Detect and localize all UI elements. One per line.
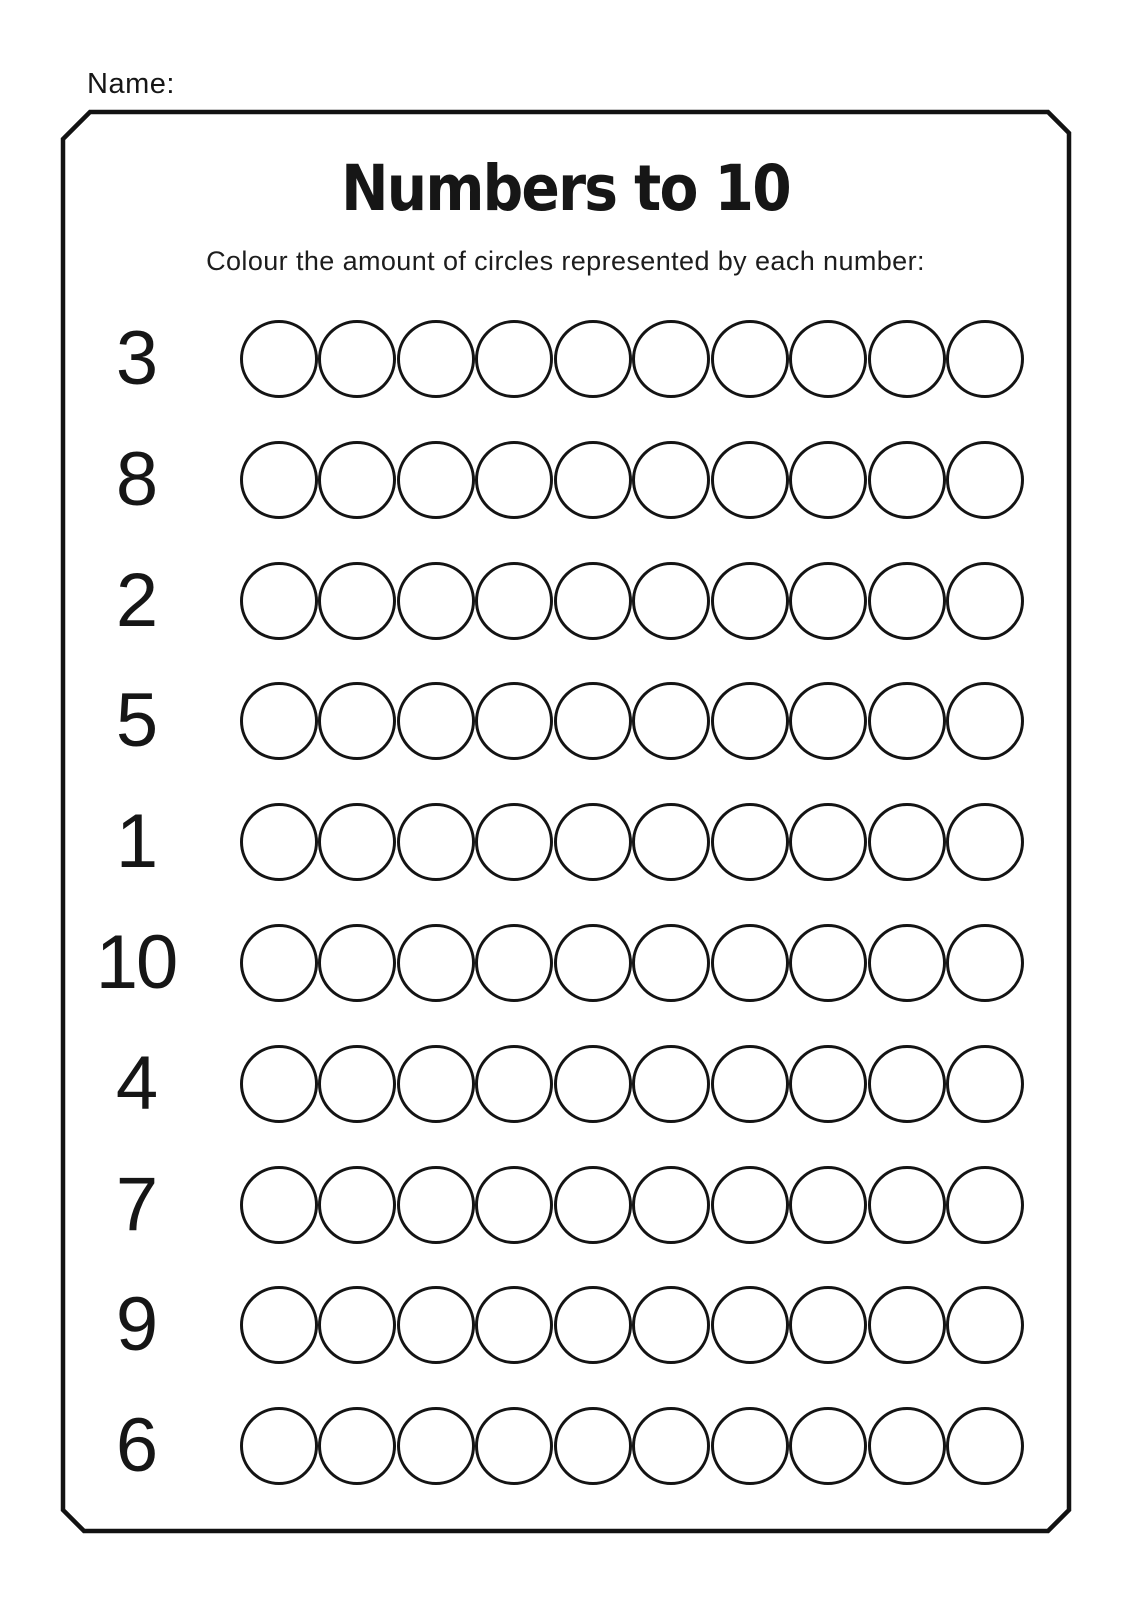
colorable-circle[interactable] (632, 1166, 710, 1244)
colorable-circle[interactable] (318, 1407, 396, 1485)
circle-strip (240, 682, 1024, 760)
colorable-circle[interactable] (946, 803, 1024, 881)
colorable-circle[interactable] (318, 1045, 396, 1123)
row-number: 9 (115, 1282, 157, 1367)
colorable-circle[interactable] (475, 1166, 553, 1244)
colorable-circle[interactable] (397, 924, 475, 1002)
colorable-circle[interactable] (946, 682, 1024, 760)
colorable-circle[interactable] (240, 441, 318, 519)
colorable-circle[interactable] (789, 1045, 867, 1123)
colorable-circle[interactable] (868, 1166, 946, 1244)
row-number: 10 (95, 920, 177, 1005)
colorable-circle[interactable] (554, 1166, 632, 1244)
colorable-circle[interactable] (318, 1166, 396, 1244)
colorable-circle[interactable] (554, 562, 632, 640)
circle-strip (240, 1166, 1024, 1244)
colorable-circle[interactable] (632, 441, 710, 519)
colorable-circle[interactable] (789, 803, 867, 881)
colorable-circle[interactable] (946, 320, 1024, 398)
circle-strip (240, 1407, 1024, 1485)
colorable-circle[interactable] (240, 562, 318, 640)
number-row (0, 316, 1131, 401)
colorable-circle[interactable] (789, 924, 867, 1002)
colorable-circle[interactable] (711, 1166, 789, 1244)
colorable-circle[interactable] (240, 1166, 318, 1244)
number-row (0, 1162, 1131, 1247)
number-row (0, 558, 1131, 643)
colorable-circle[interactable] (318, 924, 396, 1002)
circle-strip (240, 562, 1024, 640)
colorable-circle[interactable] (240, 320, 318, 398)
page-title: Numbers to 10 (341, 152, 790, 225)
colorable-circle[interactable] (946, 1166, 1024, 1244)
number-row (0, 1403, 1131, 1488)
colorable-circle[interactable] (868, 562, 946, 640)
colorable-circle[interactable] (868, 1045, 946, 1123)
colorable-circle[interactable] (475, 924, 553, 1002)
colorable-circle[interactable] (397, 1045, 475, 1123)
colorable-circle[interactable] (554, 441, 632, 519)
colorable-circle[interactable] (554, 1407, 632, 1485)
number-row (0, 799, 1131, 884)
colorable-circle[interactable] (318, 320, 396, 398)
colorable-circle[interactable] (318, 441, 396, 519)
colorable-circle[interactable] (397, 1407, 475, 1485)
colorable-circle[interactable] (397, 320, 475, 398)
colorable-circle[interactable] (789, 1166, 867, 1244)
colorable-circle[interactable] (632, 1407, 710, 1485)
colorable-circle[interactable] (475, 320, 553, 398)
colorable-circle[interactable] (632, 803, 710, 881)
colorable-circle[interactable] (789, 1407, 867, 1485)
colorable-circle[interactable] (475, 682, 553, 760)
colorable-circle[interactable] (397, 1166, 475, 1244)
colorable-circle[interactable] (240, 682, 318, 760)
row-number: 1 (115, 799, 157, 884)
colorable-circle[interactable] (868, 441, 946, 519)
colorable-circle[interactable] (632, 562, 710, 640)
colorable-circle[interactable] (240, 924, 318, 1002)
colorable-circle[interactable] (789, 320, 867, 398)
row-number: 6 (115, 1403, 157, 1488)
colorable-circle[interactable] (946, 562, 1024, 640)
colorable-circle[interactable] (711, 320, 789, 398)
colorable-circle[interactable] (632, 1045, 710, 1123)
circle-strip (240, 320, 1024, 398)
row-number: 7 (115, 1162, 157, 1247)
colorable-circle[interactable] (632, 682, 710, 760)
colorable-circle[interactable] (868, 1286, 946, 1364)
colorable-circle[interactable] (475, 1045, 553, 1123)
colorable-circle[interactable] (868, 682, 946, 760)
colorable-circle[interactable] (868, 1407, 946, 1485)
colorable-circle[interactable] (711, 562, 789, 640)
number-row (0, 1041, 1131, 1126)
colorable-circle[interactable] (240, 803, 318, 881)
number-row (0, 437, 1131, 522)
colorable-circle[interactable] (789, 562, 867, 640)
colorable-circle[interactable] (475, 441, 553, 519)
row-number: 4 (115, 1041, 157, 1126)
colorable-circle[interactable] (868, 803, 946, 881)
colorable-circle[interactable] (868, 320, 946, 398)
colorable-circle[interactable] (475, 803, 553, 881)
colorable-circle[interactable] (711, 441, 789, 519)
colorable-circle[interactable] (946, 441, 1024, 519)
colorable-circle[interactable] (711, 682, 789, 760)
colorable-circle[interactable] (711, 1407, 789, 1485)
colorable-circle[interactable] (789, 441, 867, 519)
circle-strip (240, 1045, 1024, 1123)
colorable-circle[interactable] (318, 562, 396, 640)
row-number: 5 (115, 678, 157, 763)
colorable-circle[interactable] (397, 803, 475, 881)
circle-strip (240, 924, 1024, 1002)
colorable-circle[interactable] (946, 1286, 1024, 1364)
colorable-circle[interactable] (318, 1286, 396, 1364)
colorable-circle[interactable] (554, 803, 632, 881)
instruction-text: Colour the amount of circles represented by each number: (206, 246, 925, 276)
colorable-circle[interactable] (318, 682, 396, 760)
name-label: Name: (87, 68, 175, 100)
colorable-circle[interactable] (240, 1286, 318, 1364)
colorable-circle[interactable] (711, 1045, 789, 1123)
colorable-circle[interactable] (554, 1286, 632, 1364)
colorable-circle[interactable] (554, 682, 632, 760)
colorable-circle[interactable] (475, 562, 553, 640)
colorable-circle[interactable] (397, 441, 475, 519)
circle-strip (240, 803, 1024, 881)
colorable-circle[interactable] (711, 1286, 789, 1364)
colorable-circle[interactable] (397, 562, 475, 640)
row-number: 2 (115, 558, 157, 643)
row-number: 8 (115, 437, 157, 522)
number-row (0, 920, 1131, 1005)
circle-strip (240, 441, 1024, 519)
colorable-circle[interactable] (789, 1286, 867, 1364)
colorable-circle[interactable] (632, 1286, 710, 1364)
colorable-circle[interactable] (946, 924, 1024, 1002)
colorable-circle[interactable] (554, 1045, 632, 1123)
colorable-circle[interactable] (632, 924, 710, 1002)
number-row (0, 678, 1131, 763)
row-number: 3 (115, 316, 157, 401)
colorable-circle[interactable] (475, 1407, 553, 1485)
colorable-circle[interactable] (554, 924, 632, 1002)
colorable-circle[interactable] (240, 1045, 318, 1123)
colorable-circle[interactable] (789, 682, 867, 760)
circle-strip (240, 1286, 1024, 1364)
colorable-circle[interactable] (397, 1286, 475, 1364)
colorable-circle[interactable] (946, 1045, 1024, 1123)
colorable-circle[interactable] (554, 320, 632, 398)
colorable-circle[interactable] (868, 924, 946, 1002)
number-row (0, 1282, 1131, 1367)
colorable-circle[interactable] (397, 682, 475, 760)
colorable-circle[interactable] (475, 1286, 553, 1364)
colorable-circle[interactable] (711, 803, 789, 881)
colorable-circle[interactable] (711, 924, 789, 1002)
colorable-circle[interactable] (240, 1407, 318, 1485)
colorable-circle[interactable] (632, 320, 710, 398)
colorable-circle[interactable] (318, 803, 396, 881)
colorable-circle[interactable] (946, 1407, 1024, 1485)
